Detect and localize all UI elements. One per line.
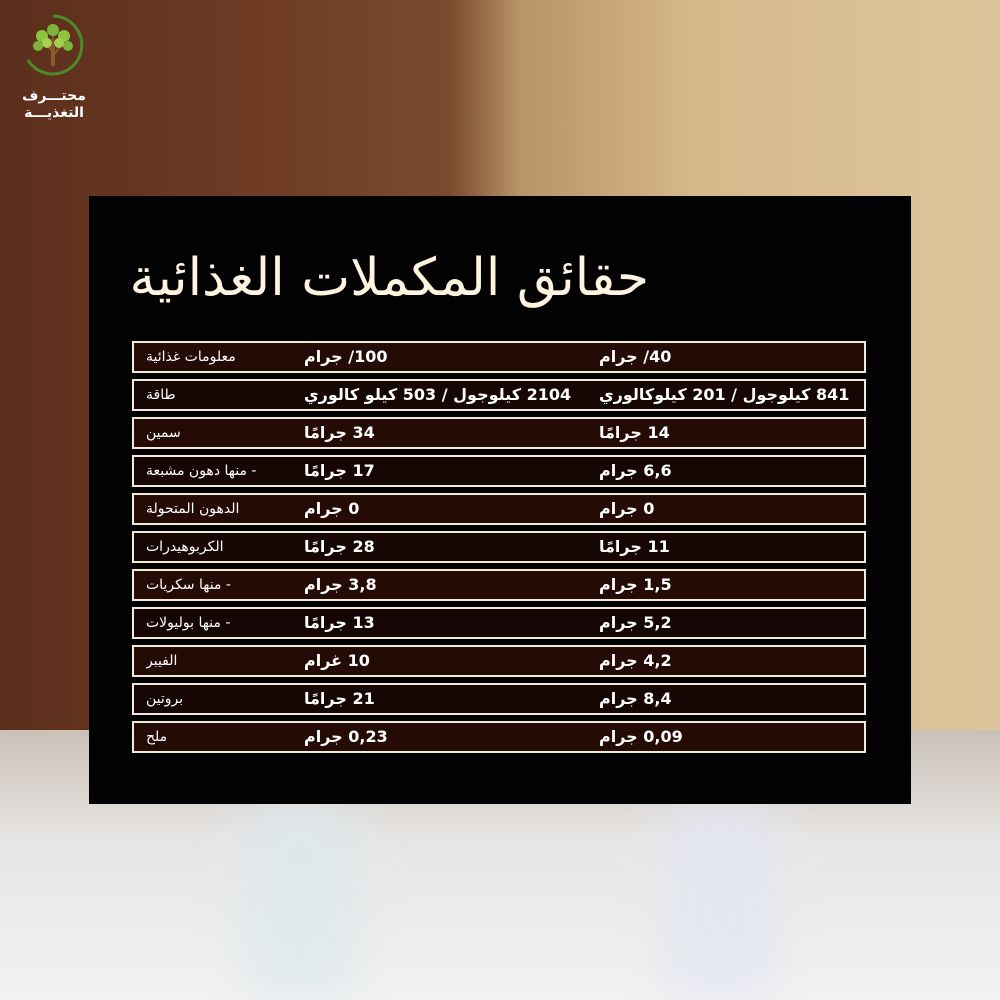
nutrition-card	[89, 196, 911, 804]
row-label: معلومات غذائية	[146, 349, 236, 365]
value-per-40g: 40/ جرام	[599, 347, 672, 366]
table-row	[132, 569, 866, 601]
table-row	[132, 531, 866, 563]
background-figure-right-lower	[660, 800, 780, 1000]
card-title: حقائق المكملات الغذائية	[129, 248, 649, 308]
value-per-100g: 34 جرامًا	[304, 423, 375, 442]
value-per-100g: 2104 كيلوجول / 503 كيلو كالوري	[304, 385, 572, 404]
value-per-100g: 28 جرامًا	[304, 537, 375, 556]
table-row	[132, 417, 866, 449]
value-per-40g: 841 كيلوجول / 201 كيلوكالوري	[599, 385, 850, 404]
value-per-40g: 14 جرامًا	[599, 423, 670, 442]
row-label: ملح	[146, 729, 168, 745]
row-label: الدهون المتحولة	[146, 501, 240, 517]
value-per-40g: 0,09 جرام	[599, 727, 683, 746]
background-figure-left-lower	[240, 800, 360, 1000]
row-label: طاقة	[146, 387, 176, 403]
row-label: بروتين	[146, 691, 184, 707]
table-row	[132, 645, 866, 677]
value-per-100g: 13 جرامًا	[304, 613, 375, 632]
row-label: - منها دهون مشبعة	[146, 463, 257, 479]
table-row	[132, 493, 866, 525]
brand-logo	[14, 10, 94, 120]
table-row	[132, 379, 866, 411]
value-per-100g: 10 غرام	[304, 651, 370, 670]
row-label: الكربوهيدرات	[146, 539, 224, 555]
value-per-100g: 3,8 جرام	[304, 575, 377, 594]
value-per-40g: 8,4 جرام	[599, 689, 672, 708]
table-row	[132, 341, 866, 373]
row-label: سمين	[146, 425, 181, 441]
value-per-40g: 11 جرامًا	[599, 537, 670, 556]
value-per-40g: 1,5 جرام	[599, 575, 672, 594]
value-per-40g: 5,2 جرام	[599, 613, 672, 632]
table-row	[132, 607, 866, 639]
table-row	[132, 721, 866, 753]
row-label: - منها بوليولات	[146, 615, 231, 631]
brand-name-line1: محتـــرف	[22, 88, 86, 104]
value-per-100g: 100/ جرام	[304, 347, 388, 366]
value-per-40g: 0 جرام	[599, 499, 655, 518]
table-row	[132, 455, 866, 487]
value-per-100g: 0 جرام	[304, 499, 360, 518]
table-row	[132, 683, 866, 715]
value-per-100g: 21 جرامًا	[304, 689, 375, 708]
row-label: - منها سكريات	[146, 577, 231, 593]
value-per-40g: 4,2 جرام	[599, 651, 672, 670]
value-per-100g: 0,23 جرام	[304, 727, 388, 746]
row-label: الفيبر	[146, 653, 178, 669]
value-per-100g: 17 جرامًا	[304, 461, 375, 480]
value-per-40g: 6,6 جرام	[599, 461, 672, 480]
brand-name-line2: التغذيـــة	[24, 105, 84, 121]
tree-icon	[20, 12, 86, 78]
nutrition-table	[132, 341, 866, 759]
